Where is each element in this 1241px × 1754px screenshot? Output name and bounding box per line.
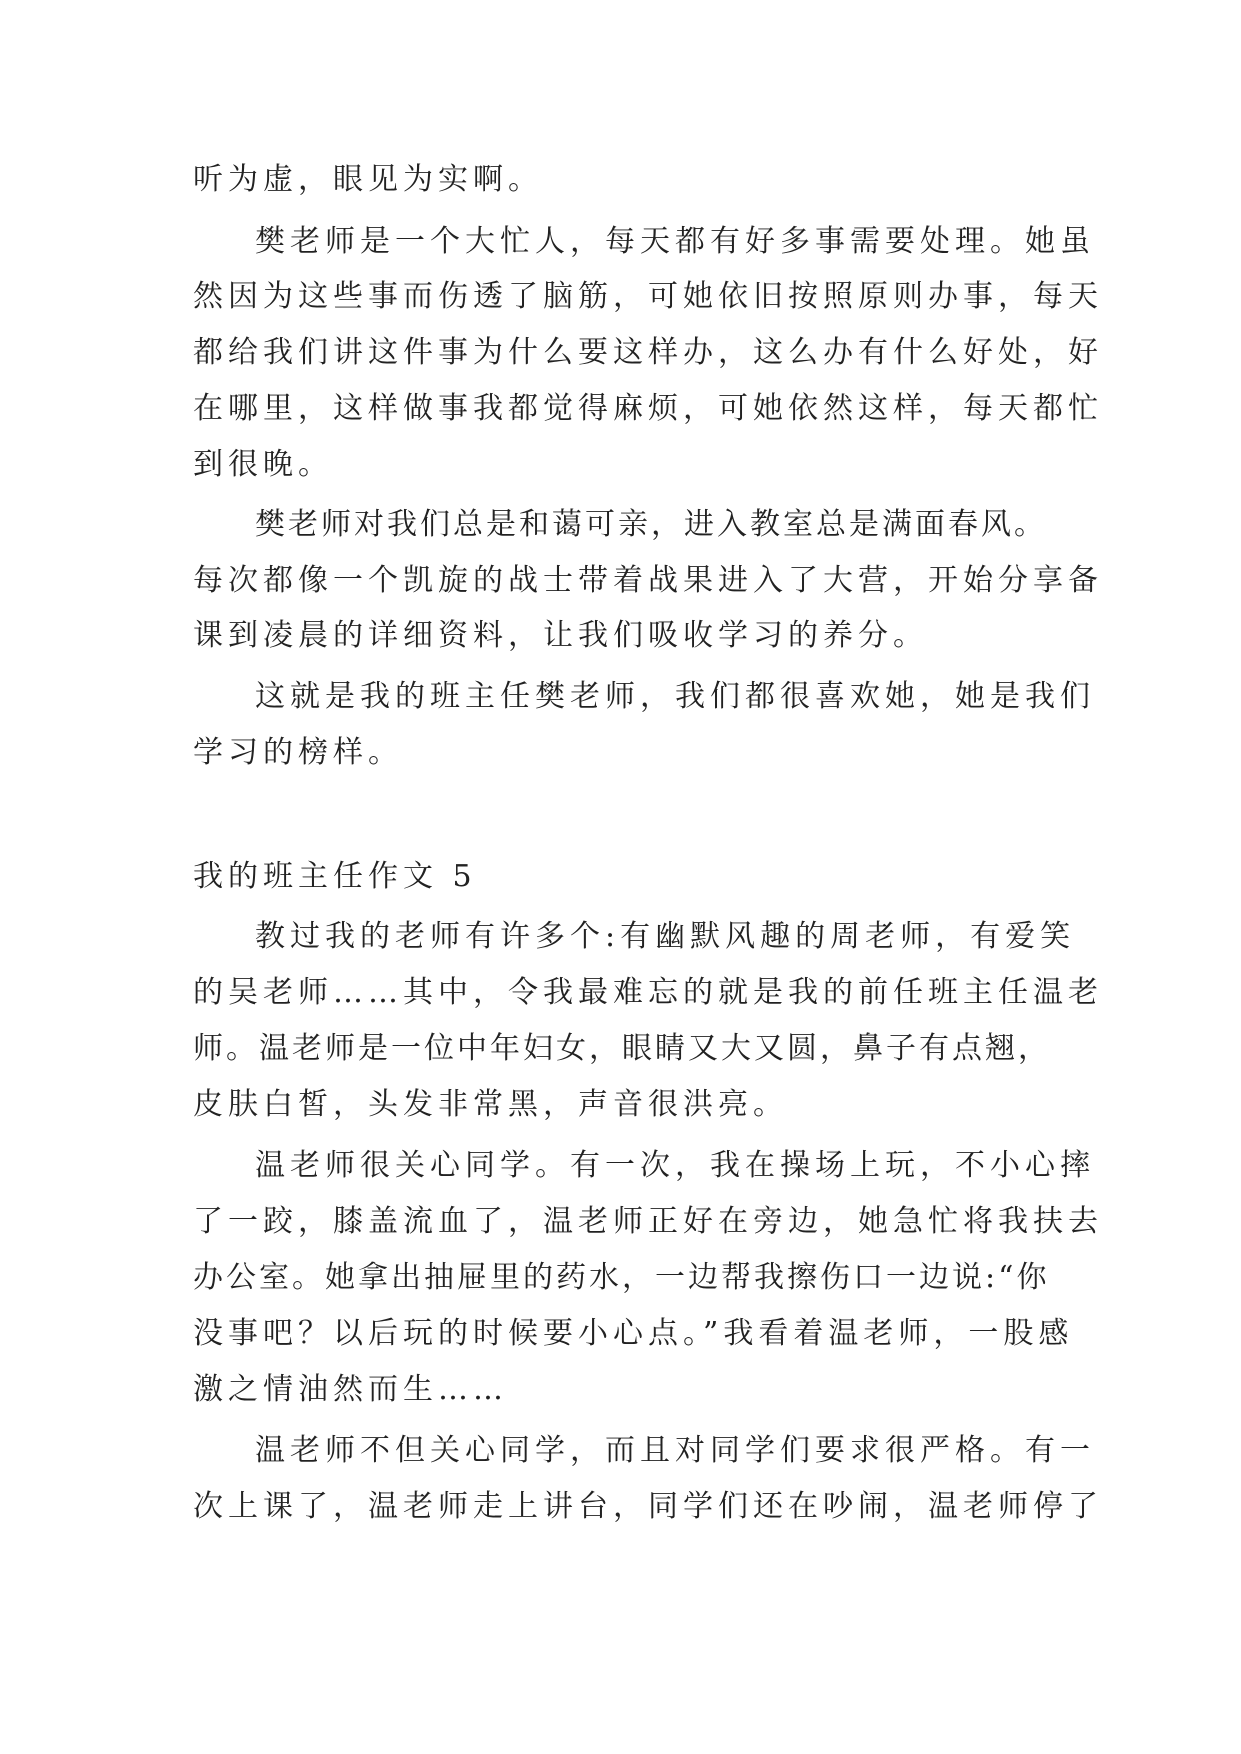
- text-line: 到很晚。: [193, 447, 333, 482]
- text-line: 都给我们讲这件事为什么要这样办，这么办有什么好处，好: [193, 335, 1103, 370]
- paragraph-first-line: 樊老师是一个大忙人，每天都有好多事需要处理。她虽: [255, 224, 1095, 259]
- text-line: 听为虚，眼见为实啊。: [193, 162, 543, 197]
- paragraph-first-line: 这就是我的班主任樊老师，我们都很喜欢她，她是我们: [255, 679, 1095, 714]
- text-line: 没事吧？以后玩的时候要小心点。”我看着温老师，一股感: [193, 1316, 1074, 1351]
- text-line: 课到凌晨的详细资料，让我们吸收学习的养分。: [193, 618, 928, 653]
- paragraph-first-line: 教过我的老师有许多个:有幽默风趣的周老师，有爱笑: [255, 919, 1076, 954]
- paragraph-first-line: 樊老师对我们总是和蔼可亲，进入教室总是满面春风。: [255, 507, 1047, 542]
- text-line: 然因为这些事而伤透了脑筋，可她依旧按照原则办事，每天: [193, 279, 1103, 314]
- paragraph-first-line: 温老师不但关心同学，而且对同学们要求很严格。有一: [255, 1433, 1095, 1468]
- text-line: 学习的榜样。: [193, 735, 403, 770]
- text-line: 次上课了，温老师走上讲台，同学们还在吵闹，温老师停了: [193, 1489, 1103, 1524]
- text-line: 师。温老师是一位中年妇女，眼睛又大又圆，鼻子有点翘，: [193, 1031, 1051, 1066]
- text-line: 的吴老师……其中，令我最难忘的就是我的前任班主任温老: [193, 975, 1103, 1010]
- paragraph-first-line: 温老师很关心同学。有一次，我在操场上玩，不小心摔: [255, 1148, 1095, 1183]
- text-line: 激之情油然而生……: [193, 1372, 508, 1407]
- text-line: 每次都像一个凯旋的战士带着战果进入了大营，开始分享备: [193, 563, 1103, 598]
- text-line: 办公室。她拿出抽屉里的药水，一边帮我擦伤口一边说:“你: [193, 1260, 1050, 1295]
- text-line: 了一跤，膝盖流血了，温老师正好在旁边，她急忙将我扶去: [193, 1204, 1103, 1239]
- section-heading: 我的班主任作文 5: [193, 859, 477, 894]
- text-line: 皮肤白皙，头发非常黑，声音很洪亮。: [193, 1087, 788, 1122]
- text-line: 在哪里，这样做事我都觉得麻烦，可她依然这样，每天都忙: [193, 391, 1103, 426]
